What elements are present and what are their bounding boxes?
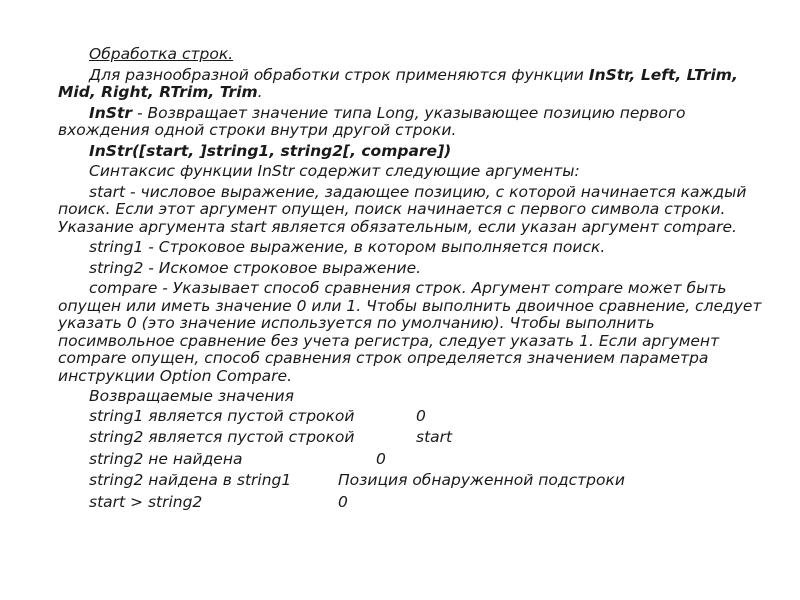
arg-start: start - числовое выражение, задающее позицию, с которой начинается каждый поиск. Если этот аргумент опущен, поиск начинается с первого символа строки. Указание аргумента start является обязательным, если указан аргумент compare. [58, 182, 747, 236]
returns-cond: string2 является пустой строкой [89, 428, 355, 446]
returns-row [58, 427, 770, 449]
syntax-line [58, 143, 770, 161]
syntax-code: InStr([start, ]string1, string2[, compare]) [89, 141, 452, 160]
returns-value: 0 [416, 406, 426, 425]
instr-name: InStr [89, 103, 133, 122]
returns-value: 0 [376, 449, 386, 468]
returns-cond: string2 найдена в string1 [89, 471, 292, 489]
returns-row [58, 470, 770, 492]
arg-compare: compare - Указывает способ сравнения строк. Аргумент compare может быть опущен или иметь значение 0 или 1. Чтобы выполнить двоичное сравнение, следует указать 0 (это значение используется по умолчанию). Чтобы выполнить посимвольное сравнение без учета регистра, следует указать 1. Если аргумент compare опущен, способ сравнения строк определяется значением параметра инструкции Option Compare. [58, 279, 762, 385]
returns-cond: string2 не найдена [89, 449, 243, 468]
page-title: Обработка строк. [89, 45, 234, 63]
intro-text: Для разнообразной обработки строк применяются функции [89, 65, 589, 84]
returns-value: start [416, 428, 453, 446]
returns-cond: string1 является пустой строкой [89, 406, 355, 425]
returns-row [58, 492, 770, 514]
document-body [58, 46, 770, 513]
intro-functions: InStr, Left, LTrim, Mid, Right, RTrim, Trim [58, 65, 738, 101]
intro-end: . [257, 83, 263, 101]
returns-value: Позиция обнаруженной подстроки [338, 471, 625, 489]
returns-table [58, 406, 770, 514]
returns-row [58, 406, 770, 428]
syntax-intro: Синтаксис функции InStr содержит следующие аргументы: [89, 162, 580, 180]
instr-description [58, 105, 770, 140]
arg-string2: string2 - Искомое строковое выражение. [89, 258, 422, 277]
arg-string1: string1 - Строковое выражение, в котором выполняется поиск. [89, 238, 606, 256]
instr-text: - Возвращает значение типа Long, указывающее позицию первого вхождения одной строки внутри другой строки. [58, 103, 686, 139]
returns-value: 0 [338, 492, 348, 511]
returns-cond: start > string2 [89, 492, 203, 511]
intro-paragraph [58, 67, 770, 102]
returns-row [58, 449, 770, 471]
returns-title: Возвращаемые значения [89, 387, 294, 405]
